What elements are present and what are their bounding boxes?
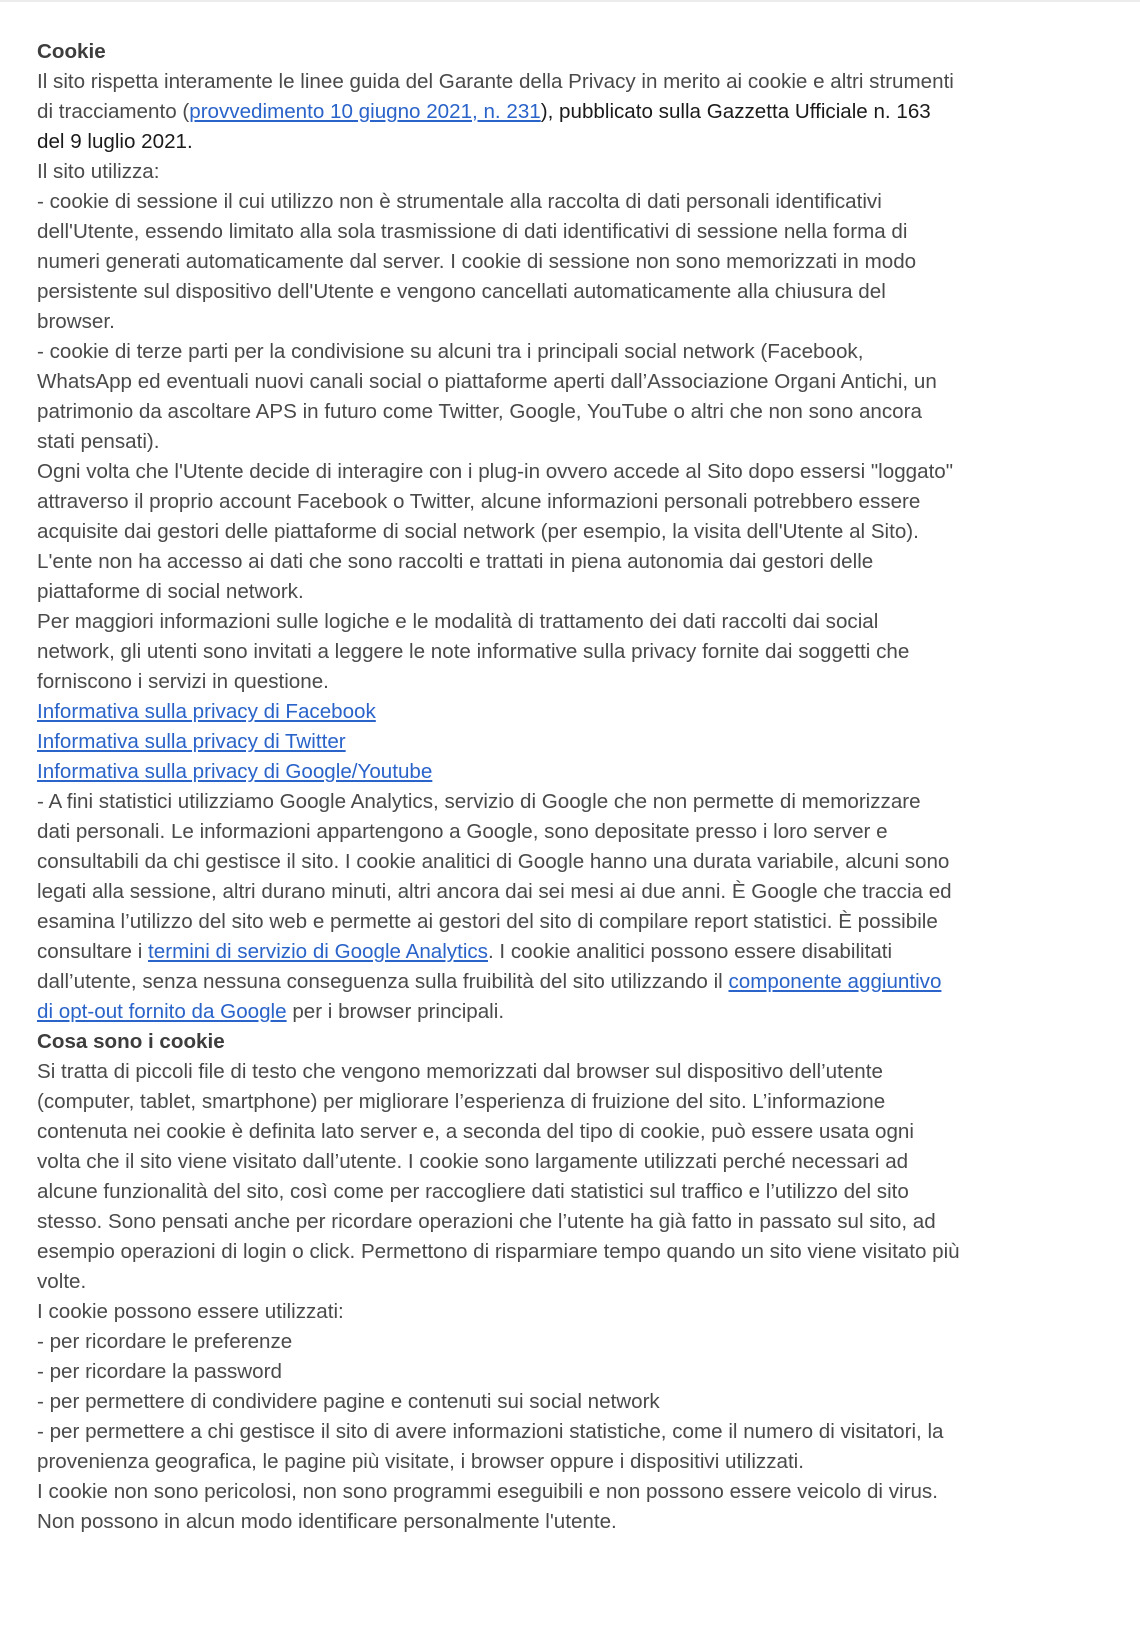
privacy-link-row	[37, 727, 1117, 757]
plugin-line: acquisite dai gestori delle piattaforme di social network (per esempio, la visita dell'Utente al Sito).	[37, 520, 919, 543]
closing-line: I cookie non sono pericolosi, non sono programmi eseguibili e non possono essere veicolo di virus.	[37, 1480, 938, 1503]
analytics-text: consultare i	[37, 940, 149, 963]
session-cookies-line: dell'Utente, essendo limitato alla sola trasmissione di dati identificativi di sessione nella forma di	[37, 220, 908, 243]
closing-line: Non possono in alcun modo identificare personalmente l'utente.	[37, 1510, 617, 1533]
plugin-line: Ogni volta che l'Utente decide di interagire con i plug-in ovvero accede al Sito dopo essersi "loggato"	[37, 460, 954, 483]
use-list-item: - per ricordare la password	[37, 1360, 282, 1383]
google-analytics-terms-link[interactable]: termini di servizio di Google Analytics	[148, 940, 488, 963]
more-info-line: forniscono i servizi in questione.	[37, 670, 329, 693]
analytics-line	[37, 997, 1117, 1027]
analytics-text: per i browser principali.	[286, 1000, 505, 1023]
analytics-line: - A fini statistici utilizziamo Google Analytics, servizio di Google che non permette di memorizzare	[37, 790, 921, 813]
top-divider	[0, 0, 1140, 2]
twitter-privacy-link[interactable]: Informativa sulla privacy di Twitter	[37, 730, 346, 753]
analytics-line: esamina l’utilizzo del sito web e permette ai gestori del sito di compilare report statistici. È possibile	[37, 910, 938, 933]
session-cookies-line: numeri generati automaticamente dal server. I cookie di sessione non sono memorizzati in modo	[37, 250, 917, 273]
what-line: stesso. Sono pensati anche per ricordare operazioni che l’utente ha già fatto in passato sul sito, ad	[37, 1210, 936, 1233]
provvedimento-link[interactable]: provvedimento 10 giugno 2021, n. 231	[189, 100, 541, 123]
intro-line: Il sito rispetta interamente le linee guida del Garante della Privacy in merito ai cookie e altri strumenti	[37, 70, 954, 93]
analytics-line	[37, 937, 1117, 967]
intro-text: ), pubblicato sulla Gazzetta Ufficiale n. 163	[540, 100, 931, 123]
analytics-line: consultabili da chi gestisce il sito. I cookie analitici di Google hanno una durata variabile, alcuni sono	[37, 850, 950, 873]
uses-label: I cookie possono essere utilizzati:	[37, 1300, 344, 1323]
more-info-line: Per maggiori informazioni sulle logiche e le modalità di trattamento dei dati raccolti dai social	[37, 610, 879, 633]
what-line: volta che il sito viene visitato dall’utente. I cookie sono largamente utilizzati perché necessari ad	[37, 1150, 909, 1173]
optout-addon-link-continued[interactable]: di opt-out fornito da Google	[37, 1000, 287, 1023]
more-info-line: network, gli utenti sono invitati a leggere le note informative sulla privacy fornite dai soggetti che	[37, 640, 910, 663]
what-line: esempio operazioni di login o click. Permettono di risparmiare tempo quando un sito viene visitato più	[37, 1240, 960, 1263]
plugin-line: piattaforme di social network.	[37, 580, 304, 603]
what-line: (computer, tablet, smartphone) per migliorare l’esperienza di fruizione del sito. L’informazione	[37, 1090, 886, 1113]
use-list-item: - per permettere di condividere pagine e contenuti sui social network	[37, 1390, 660, 1413]
analytics-text: . I cookie analitici possono essere disabilitati	[487, 940, 893, 963]
what-line: contenuta nei cookie è definita lato server e, a seconda del tipo di cookie, può essere usata ogni	[37, 1120, 914, 1143]
cookie-policy-document	[37, 37, 1117, 1537]
analytics-line	[37, 967, 1117, 997]
third-party-line: - cookie di terze parti per la condivisione su alcuni tra i principali social network (Facebook,	[37, 340, 864, 363]
what-line: alcune funzionalità del sito, così come per raccogliere dati statistici sul traffico e l’utilizzo del sito	[37, 1180, 909, 1203]
analytics-text: dall’utente, senza nessuna conseguenza sulla fruibilità del sito utilizzando il	[37, 970, 729, 993]
section-heading-what-are-cookies: Cosa sono i cookie	[37, 1030, 225, 1053]
third-party-line: patrimonio da ascoltare APS in futuro come Twitter, Google, YouTube o altri che non sono ancora	[37, 400, 922, 423]
what-line: Si tratta di piccoli file di testo che vengono memorizzati dal browser sul dispositivo dell’utente	[37, 1060, 883, 1083]
session-cookies-line: browser.	[37, 310, 115, 333]
optout-addon-link[interactable]: componente aggiuntivo	[728, 970, 942, 993]
intro-line: del 9 luglio 2021.	[37, 130, 193, 153]
privacy-link-row	[37, 697, 1117, 727]
session-cookies-line: - cookie di sessione il cui utilizzo non è strumentale alla raccolta di dati personali identificativi	[37, 190, 882, 213]
third-party-line: WhatsApp ed eventuali nuovi canali social o piattaforme aperti dall’Associazione Organi Antichi, un	[37, 370, 937, 393]
what-line: volte.	[37, 1270, 87, 1293]
use-list-item: - per permettere a chi gestisce il sito di avere informazioni statistiche, come il numero di visitatori, la	[37, 1420, 944, 1443]
use-list-item: - per ricordare le preferenze	[37, 1330, 293, 1353]
analytics-line: dati personali. Le informazioni appartengono a Google, sono depositate presso i loro server e	[37, 820, 888, 843]
plugin-line: L'ente non ha accesso ai dati che sono raccolti e trattati in piena autonomia dai gestori delle	[37, 550, 874, 573]
plugin-line: attraverso il proprio account Facebook o Twitter, alcune informazioni personali potrebbero essere	[37, 490, 921, 513]
intro-line	[37, 97, 1117, 127]
facebook-privacy-link[interactable]: Informativa sulla privacy di Facebook	[37, 700, 376, 723]
analytics-line: legati alla sessione, altri durano minuti, altri ancora dai sei mesi ai due anni. È Google che traccia ed	[37, 880, 952, 903]
uses-label: Il sito utilizza:	[37, 160, 160, 183]
section-heading-cookie: Cookie	[37, 40, 106, 63]
intro-text: di tracciamento (	[37, 100, 190, 123]
privacy-link-row	[37, 757, 1117, 787]
use-list-item: provenienza geografica, le pagine più visitate, i browser oppure i dispositivi utilizzati.	[37, 1450, 804, 1473]
google-youtube-privacy-link[interactable]: Informativa sulla privacy di Google/Youtube	[37, 760, 433, 783]
session-cookies-line: persistente sul dispositivo dell'Utente e vengono cancellati automaticamente alla chiusura del	[37, 280, 886, 303]
third-party-line: stati pensati).	[37, 430, 160, 453]
